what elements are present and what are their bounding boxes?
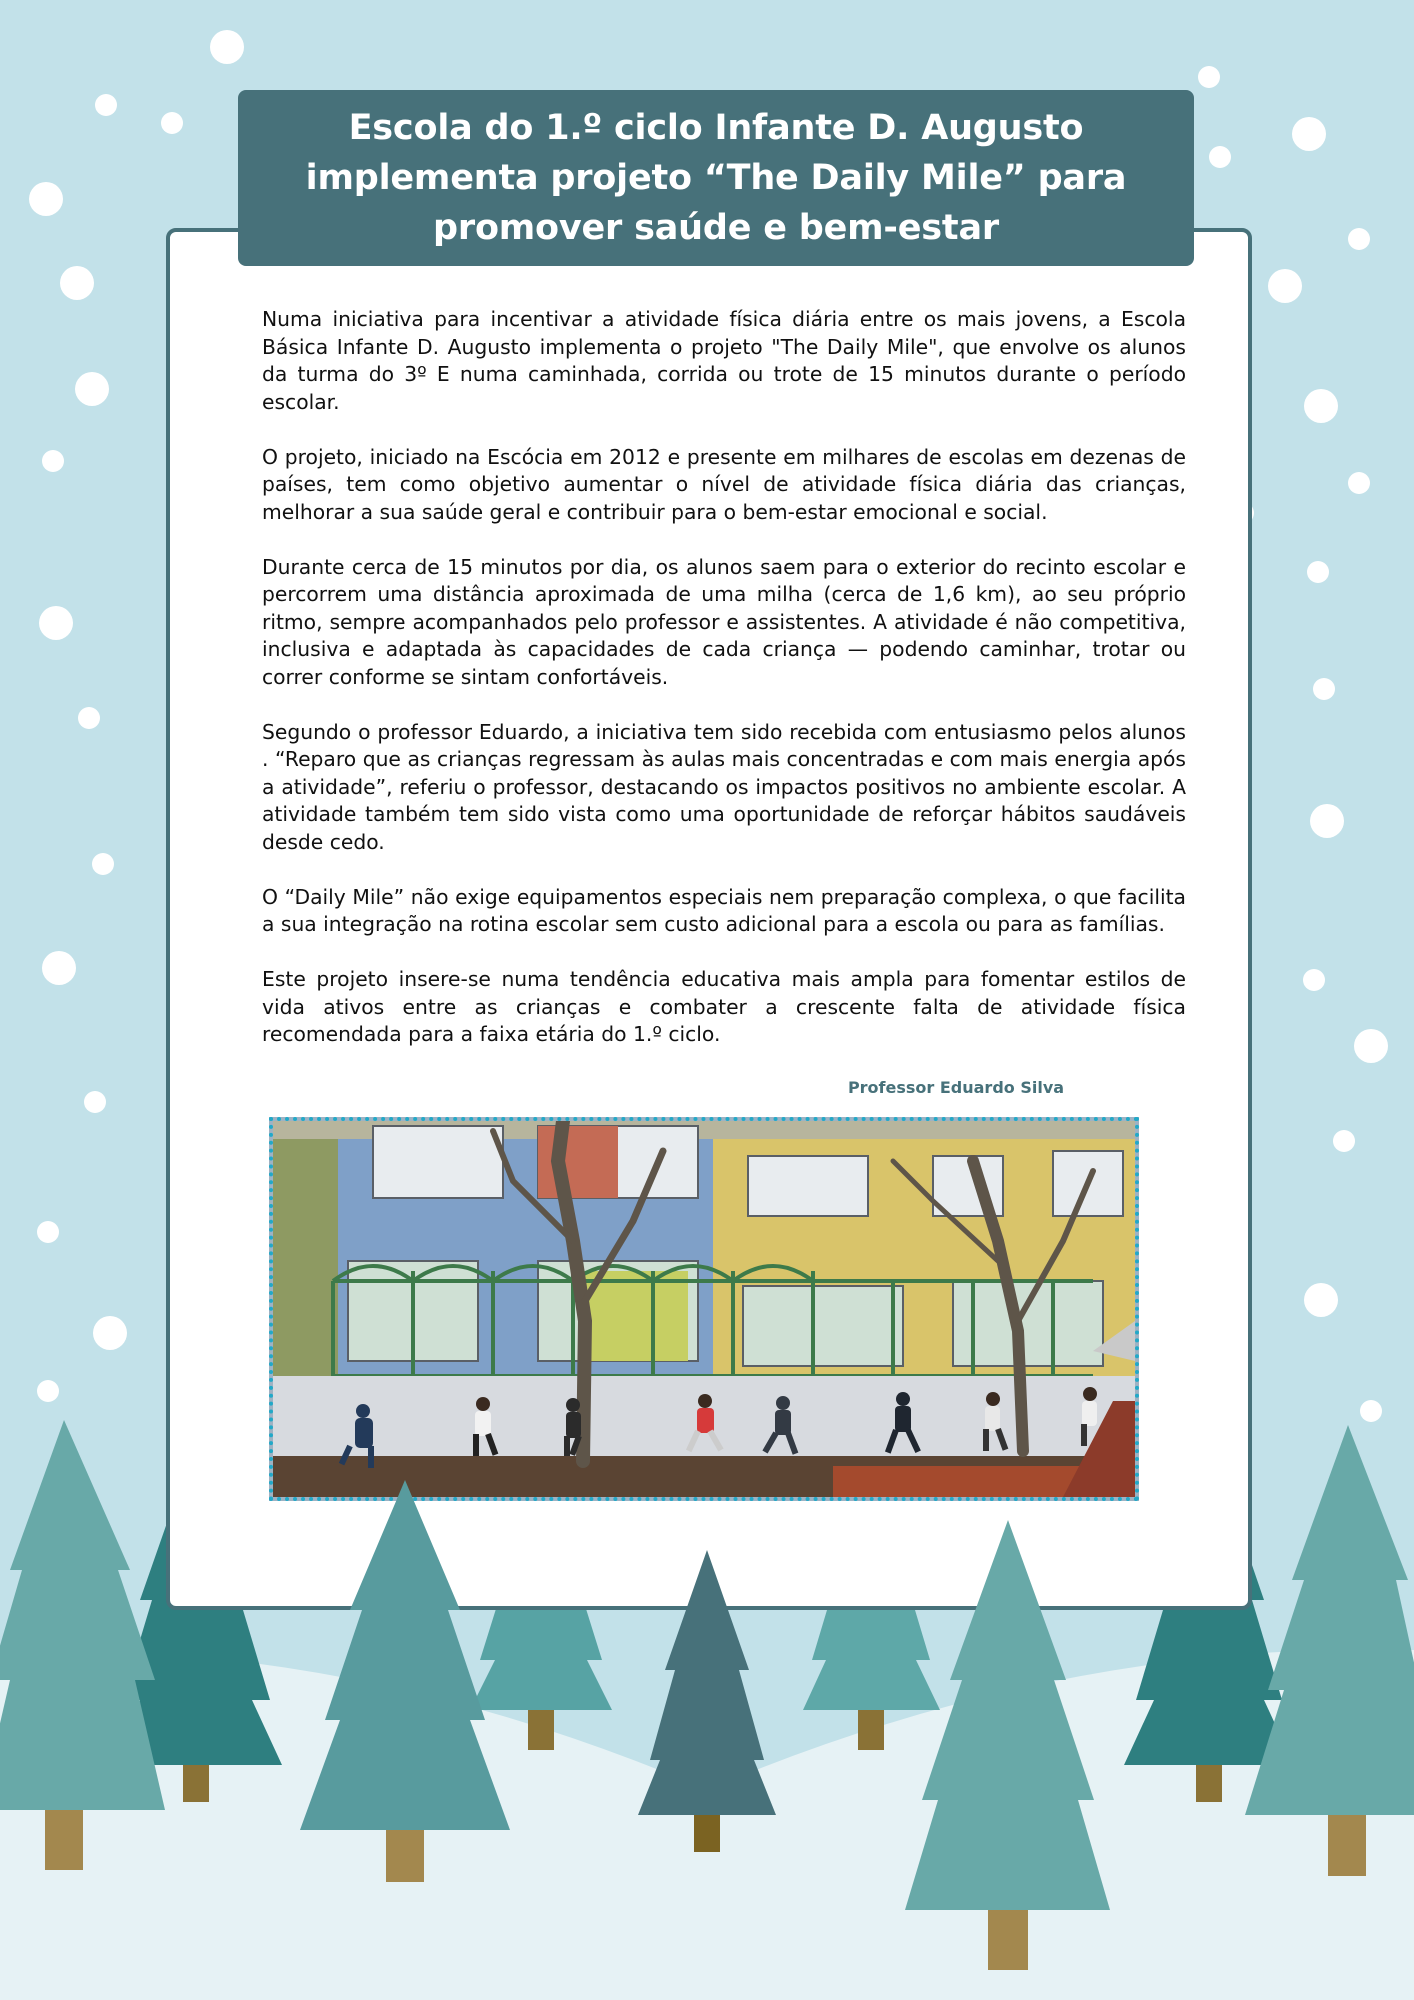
article-body — [262, 306, 1186, 1049]
paragraph-1: Numa iniciativa para incentivar a atividade física diária entre os mais jovens, a Escola Básica Infante D. Augusto implementa o projeto "The Daily Mile", que envolve os alunos da turma do 3º E numa caminhada, corrida ou trote de 15 minutos durante o período escolar. — [262, 307, 1186, 414]
paragraph-4: Segundo o professor Eduardo, a iniciativa tem sido recebida com entusiasmo pelos alunos . “Reparo que as crianças regressam às aulas mais concentradas e com mais energia após a atividade”, referiu o professor, destacando os impactos positivos no ambiente escolar. A atividade também tem sido vista como uma oportunidade de reforçar hábitos saudáveis desde cedo. — [262, 719, 1186, 854]
article-title: Escola do 1.º ciclo Infante D. Augusto implementa projeto “The Daily Mile” para promover saúde e bem-estar — [305, 108, 1127, 248]
paragraph-5: O “Daily Mile” não exige equipamentos especiais nem preparação complexa, o que facilita a sua integração na rotina escolar sem custo adicional para a escola ou para as famílias. — [262, 884, 1186, 936]
photo-illustration — [273, 1121, 1135, 1497]
paragraph-3: Durante cerca de 15 minutos por dia, os alunos saem para o exterior do recinto escolar e percorrem uma distância aproximada de uma milha (cerca de 1,6 km), ao seu próprio ritmo, sempre acompanhados pelo professor e assistentes. A atividade é não competitiva, inclusiva e adaptada às capacidades de cada criança — podendo caminhar, trotar ou correr conforme se sintam confortáveis. — [262, 554, 1186, 689]
schoolyard-photo — [269, 1117, 1139, 1501]
title-banner — [238, 90, 1194, 266]
paragraph-6: Este projeto insere-se numa tendência educativa mais ampla para fomentar estilos de vida ativos entre as crianças e combater a crescente falta de atividade física recomendada para a faixa etária do 1.º ciclo. — [262, 967, 1186, 1046]
paragraph-2: O projeto, iniciado na Escócia em 2012 e presente em milhares de escolas em dezenas de países, tem como objetivo aumentar o nível de atividade física diária das crianças, melhorar a sua saúde geral e contribuir para o bem-estar emocional e social. — [262, 444, 1186, 524]
author-signature: Professor Eduardo Silva — [847, 1078, 1065, 1097]
